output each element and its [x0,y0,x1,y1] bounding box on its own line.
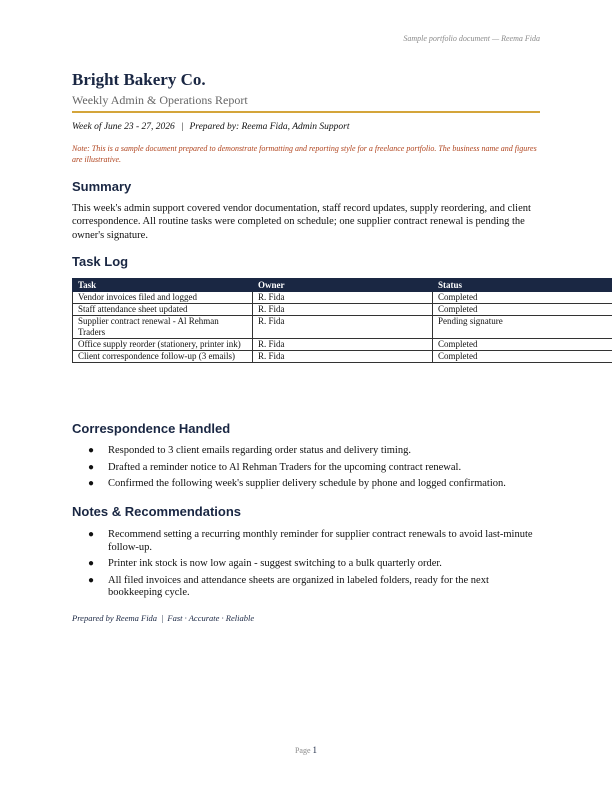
owner-cell: R. Fida [253,304,433,316]
page-number-value: 1 [312,745,318,755]
list-item-text: Responded to 3 client emails regarding order status and delivery timing. [108,445,411,456]
notes-heading: Notes & Recommendations [72,504,242,519]
table-header-row [73,279,612,292]
company-title: Bright Bakery Co. [72,70,206,89]
footer [72,613,254,623]
task-cell: Client correspondence follow-up (3 emails) [73,351,253,363]
owner-cell: R. Fida [253,316,433,339]
correspondence-list [72,445,534,495]
status-cell: Completed [433,292,612,304]
bullet-icon: ● [88,478,95,489]
status-cell: Completed [433,304,612,316]
list-item [72,575,534,600]
notes-list [72,529,534,604]
table-row [73,351,612,363]
task-cell: Office supply reorder (stationery, printer ink) [73,339,253,351]
list-item [72,445,534,458]
task-cell: Supplier contract renewal - Al Rehman Traders [73,316,253,339]
list-item-text: Recommend setting a recurring monthly reminder for supplier contract renewals to avoid last-minute follow-up. [108,529,533,553]
owner-cell: R. Fida [253,351,433,363]
list-item [72,462,534,475]
list-item-text: Drafted a reminder notice to Al Rehman Traders for the upcoming contract renewal. [108,461,462,473]
summary-heading: Summary [72,179,132,194]
correspondence-heading: Correspondence Handled [72,421,231,436]
list-item [72,529,534,554]
header-note: Sample portfolio document — Reema Fida [403,34,540,43]
task-log-table [72,278,612,363]
bullet-icon: ● [88,461,95,473]
owner-cell: R. Fida [253,292,433,304]
meta-separator: | [180,122,184,132]
bullet-icon: ● [88,558,95,569]
table-row [73,339,612,351]
list-item [72,478,534,491]
status-cell: Completed [433,339,612,351]
status-cell: Completed [433,351,612,363]
status-cell: Pending signature [433,316,612,339]
bullet-icon: ● [88,445,95,456]
table-row [73,316,612,339]
footer-prepared: Prepared by Reema Fida [72,613,158,623]
week-range: Week of June 23 - 27, 2026 [72,122,175,132]
summary-text: This week's admin support covered vendor documentation, staff record updates, supply reordering, and client correspondence. All routine tasks were completed on schedule; one supplier contract renewal is pending the owner's signature. [72,203,531,241]
footer-tagline: Fast · Accurate · Reliable [167,613,255,623]
task-cell: Staff attendance sheet updated [73,304,253,316]
list-item [72,558,534,571]
report-subtitle: Weekly Admin & Operations Report [72,93,248,107]
prepared-by: Prepared by: Reema Fida, Admin Support [189,122,350,132]
table-row [73,292,612,304]
task-log-heading: Task Log [72,254,129,269]
list-item-text: Printer ink stock is now low again - suggest switching to a bulk quarterly order. [108,558,442,569]
report-meta [72,122,350,132]
column-header-owner: Owner [253,279,433,292]
bullet-icon: ● [88,529,95,540]
column-header-task: Task [73,279,253,292]
disclaimer-note: Note: This is a sample document prepared to demonstrate formatting and reporting style for a freelance portfolio. The business name and figures are illustrative. [72,144,537,164]
list-item-text: All filed invoices and attendance sheets are organized in labeled folders, ready for the next bookkeeping cycle. [108,574,489,598]
footer-separator: | [161,613,164,623]
table-row [73,304,612,316]
column-header-status: Status [433,279,612,292]
owner-cell: R. Fida [253,339,433,351]
title-divider [72,111,540,113]
bullet-icon: ● [88,574,95,586]
page-label: Page [294,746,311,755]
page-number [0,745,612,755]
list-item-text: Confirmed the following week's supplier delivery schedule by phone and logged confirmation. [108,478,506,489]
task-cell: Vendor invoices filed and logged [73,292,253,304]
